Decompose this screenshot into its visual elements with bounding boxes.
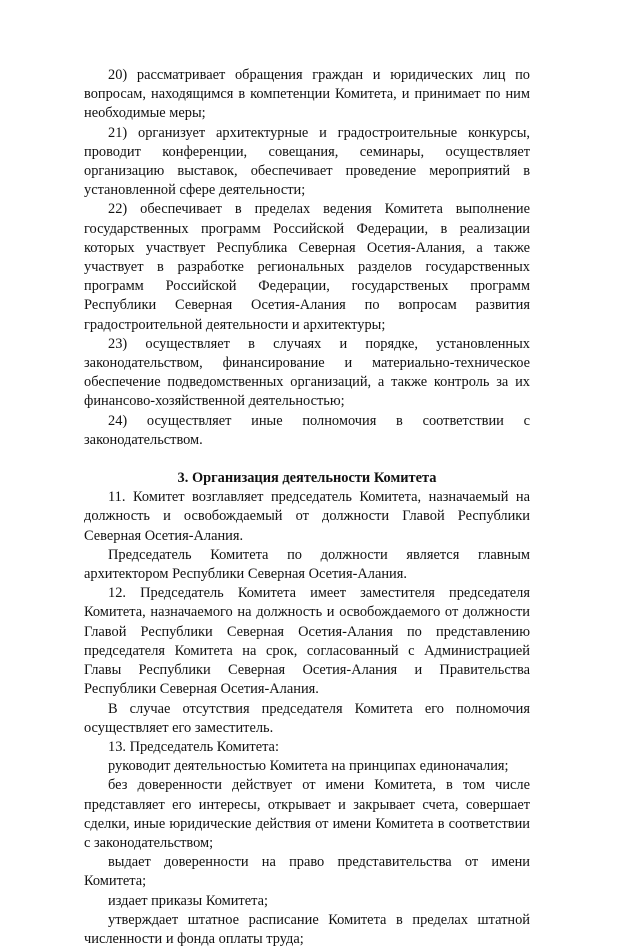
list-item-24: 24) осуществляет иные полномочия в соответствии с законодательством.	[84, 412, 530, 448]
paragraph-duty-power-of-attorney: выдает доверенности на право представительства от имени Комитета;	[84, 854, 530, 890]
list-item-21: 21) организует архитектурные и градостроительные конкурсы, проводит конференции, совещания, семинары, осуществляет организацию выставок, обеспечивает проведение мероприятий в установленной сфере деятельности;	[84, 124, 530, 199]
paragraph-duty-orders: издает приказы Комитета;	[108, 892, 268, 909]
list-item-20: 20) рассматривает обращения граждан и юридических лиц по вопросам, находящимся в компетенции Комитета, и принимает по ним необходимые меры;	[84, 67, 530, 122]
paragraph-12: 12. Председатель Комитета имеет заместителя председателя Комитета, назначаемого на должность и освобождаемого от должности Главой Республики Северная Осетия-Алания по представлению председателя Комитета на срок, согласованный с Администрацией Главы Республики Северная Осетия-Алания и Правительства Республики Северная Осетия-Алания.	[84, 585, 530, 698]
paragraph-13: 13. Председатель Комитета:	[108, 738, 279, 755]
paragraph-chairman-architect: Председатель Комитета по должности является главным архитектором Республики Северная Осетия-Алания.	[84, 546, 530, 583]
paragraph-deputy: В случае отсутствия председателя Комитета его полномочия осуществляет его заместитель.	[84, 700, 530, 736]
paragraph-duty-acts: без доверенности действует от имени Комитета, в том числе представляет его интересы, открывает и закрывает счета, совершает сделки, иные юридические действия от имени Комитета в соответствии с законодательством;	[84, 777, 530, 851]
list-item-22: 22) обеспечивает в пределах ведения Комитета выполнение государственных программ Российской Федерации, в реализации которых участвует Республика Северная Осетия-Алания, а также участвует в разработке региональных разделов государственных программ Российской Федерации, государственых программ Республики Северная Осетия-Алания по вопросам развития градостроительной деятельности и архитектуры;	[84, 201, 530, 333]
paragraph-duty-staffing: утверждает штатное расписание Комитета в пределах штатной численности и фонда оплаты труда;	[84, 911, 530, 947]
section-heading: 3. Организация деятельности Комитета	[177, 470, 437, 487]
list-item-23: 23) осуществляет в случаях и порядке, установленных законодательством, финансирование и материально-техническое обеспечение подведомственных организаций, а также контроль за их финансово-хозяйственной деятельностью;	[84, 335, 530, 410]
document-body	[84, 66, 530, 949]
paragraph-duty-leads: руководит деятельностью Комитета на принципах единоначалия;	[108, 758, 509, 775]
paragraph-11: 11. Комитет возглавляет председатель Комитета, назначаемый на должность и освобождаемый от должности Главой Республики Северная Осетия-Алания.	[84, 489, 530, 544]
